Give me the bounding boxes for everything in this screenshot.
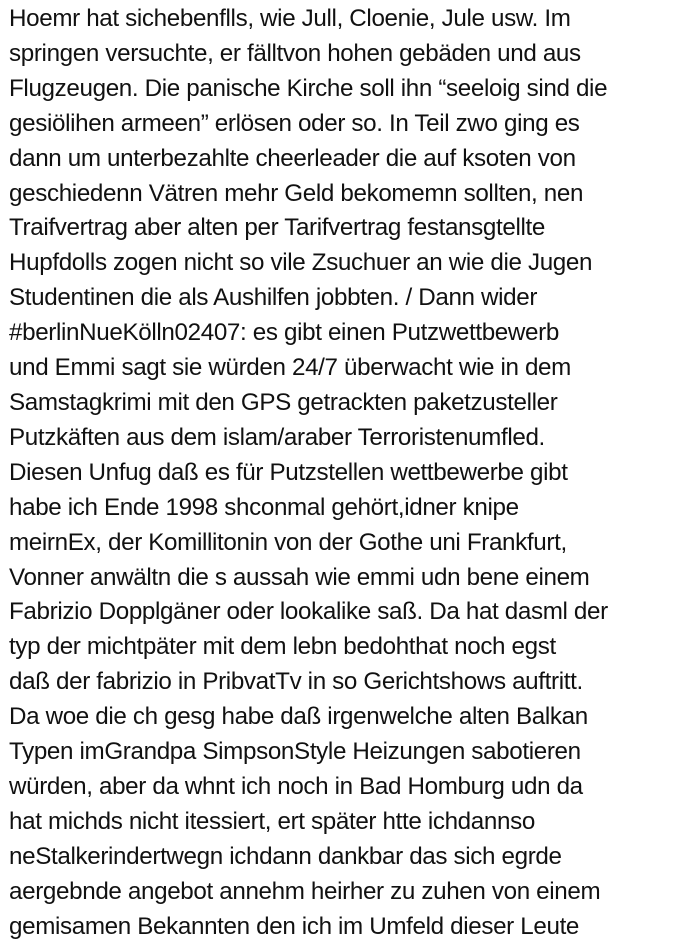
text-line: #berlinNueKölln02407: es gibt einen Putzwettbewerb bbox=[9, 319, 559, 347]
text-line: gemisamen Bekannten den ich im Umfeld dieser Leute bbox=[9, 912, 580, 940]
body-text bbox=[9, 2, 681, 944]
text-line: Hoemr hat sichebenflls, wie Jull, Cloenie, Jule usw. Im bbox=[9, 5, 571, 32]
text-line: Da woe die ch gesg habe daß irgenwelche alten Balkan bbox=[9, 703, 588, 731]
text-line: geschiedenn Vätren mehr Geld bekomemn sollten, nen bbox=[9, 179, 584, 207]
text-line: Flugzeugen. Die panische Kirche soll ihn “seeloig sind die bbox=[9, 74, 608, 102]
text-line: dann um unterbezahlte cheerleader die auf ksoten von bbox=[9, 144, 576, 172]
text-line: habe ich Ende 1998 shconmal gehört,idner knipe bbox=[9, 493, 519, 521]
text-line: Hupfdolls zogen nicht so vile Zsuchuer an wie die Jugen bbox=[9, 249, 593, 277]
text-line: Diesen Unfug daß es für Putzstellen wettbewerbe gibt bbox=[9, 458, 568, 486]
text-line: würden, aber da whnt ich noch in Bad Homburg udn da bbox=[9, 772, 583, 800]
text-line: Studentinen die als Aushilfen jobbten. / Dann wider bbox=[9, 284, 538, 312]
text-line: typ der michtpäter mit dem lebn bedohthat noch egst bbox=[9, 633, 556, 661]
text-line: Fabrizio Dopplgäner oder lookalike saß. Da hat dasml der bbox=[9, 598, 608, 626]
text-line: daß der fabrizio in PribvatTv in so Gerichtshows auftritt. bbox=[9, 668, 583, 696]
text-line: aergebnde angebot annehm heirher zu zuhen von einem bbox=[9, 877, 601, 905]
text-line: Vonner anwältn die s aussah wie emmi udn bene einem bbox=[9, 563, 590, 591]
text-line: und Emmi sagt sie würden 24/7 überwacht wie in dem bbox=[9, 354, 571, 382]
text-line: neStalkerindertwegn ichdann dankbar das sich egrde bbox=[9, 842, 562, 870]
text-line: meirnEx, der Komillitonin von der Gothe uni Frankfurt, bbox=[9, 528, 567, 556]
text-line: hat michds nicht itessiert, ert später htte ichdannso bbox=[9, 807, 535, 835]
text-line: Traifvertrag aber alten per Tarifvertrag festansgtellte bbox=[9, 214, 545, 242]
text-line: gesiölihen armeen” erlösen oder so. In Teil zwo ging es bbox=[9, 109, 580, 137]
text-line: Samstagkrimi mit den GPS getrackten paketzusteller bbox=[9, 388, 558, 416]
text-line: springen versuchte, er fälltvon hohen gebäden und aus bbox=[9, 39, 581, 67]
text-line: Typen imGrandpa SimpsonStyle Heizungen sabotieren bbox=[9, 738, 581, 766]
text-line: Putzkäften aus dem islam/araber Terroristenumfled. bbox=[9, 423, 545, 451]
